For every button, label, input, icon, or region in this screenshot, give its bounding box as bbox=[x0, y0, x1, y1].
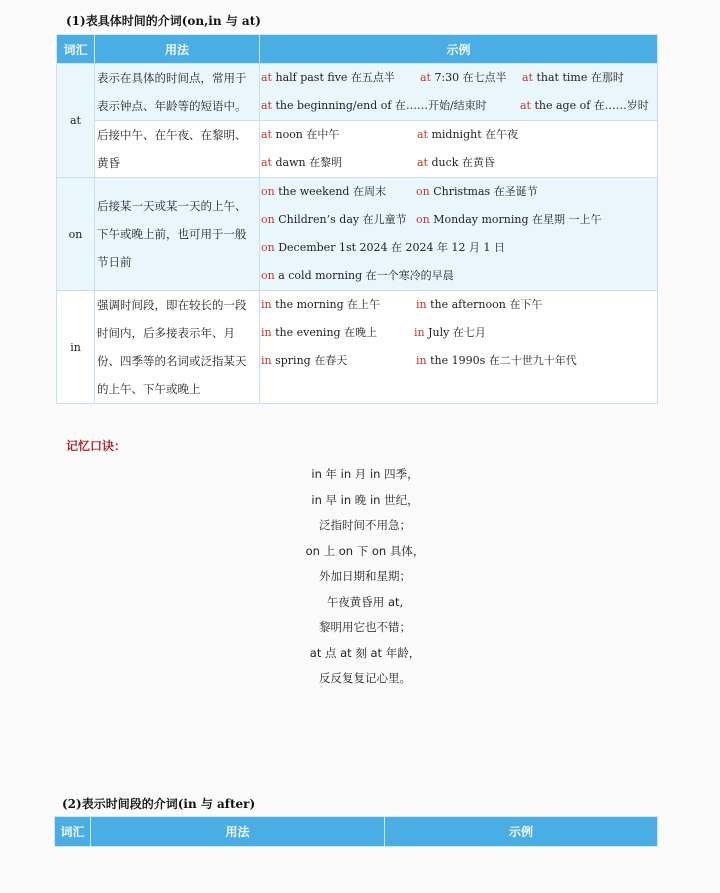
rhyme-line: at 点 at 刻 at 年龄， bbox=[309, 645, 421, 660]
usage-at-1: 表示在具体的时间点，常用于表示钟点、年龄等的短语中。 bbox=[95, 64, 260, 121]
examples-at-2 bbox=[260, 121, 658, 178]
example-line bbox=[260, 92, 657, 120]
duration-table bbox=[54, 816, 658, 847]
header-example: 示例 bbox=[385, 817, 658, 847]
header-word: 词汇 bbox=[57, 35, 95, 64]
rhyme-line: in 早 in 晚 in 世纪， bbox=[311, 492, 419, 507]
example-item: in the evening 在晚上 bbox=[261, 326, 378, 339]
header-word: 词汇 bbox=[55, 817, 91, 847]
example-item: at dawn 在黎明 bbox=[261, 156, 343, 169]
example-item: on the weekend 在周末 bbox=[261, 185, 386, 198]
example-item: at the age of 在……岁时 bbox=[520, 99, 649, 112]
example-item: in the afternoon 在下午 bbox=[416, 298, 543, 311]
memory-title: 记忆口诀： bbox=[66, 439, 127, 453]
examples-at-1 bbox=[260, 64, 658, 121]
header-usage: 用法 bbox=[91, 817, 385, 847]
example-item: at 7:30 在七点半 bbox=[420, 71, 507, 84]
example-line bbox=[260, 262, 657, 290]
word-at: at bbox=[57, 64, 95, 178]
rhyme-line: in 年 in 月 in 四季， bbox=[311, 467, 419, 481]
example-item: in the morning 在上午 bbox=[261, 298, 381, 311]
example-item: on Christmas 在圣诞节 bbox=[416, 185, 538, 198]
example-line bbox=[260, 234, 657, 262]
rhyme-line: 泛指时间不用急； bbox=[319, 518, 411, 532]
rhyme-line: 午夜黄昏用 at, bbox=[326, 594, 404, 609]
example-item: on Children’s day 在儿童节 bbox=[261, 213, 407, 226]
example-line bbox=[260, 291, 657, 319]
section1-title: (1)表具体时间的介词(on,in 与 at) bbox=[66, 14, 261, 28]
example-item: in spring 在春天 bbox=[261, 354, 348, 367]
preposition-table bbox=[56, 34, 658, 404]
example-line bbox=[260, 64, 657, 92]
rhyme-line: 反反复复记心里。 bbox=[319, 671, 411, 685]
table-row bbox=[57, 121, 658, 178]
example-item: on December 1st 2024 在 2024 年 12 月 1 日 bbox=[261, 241, 505, 254]
example-item: in the 1990s 在二十世九十年代 bbox=[416, 354, 577, 367]
example-item: at duck 在黄昏 bbox=[417, 156, 495, 169]
example-item: at the beginning/end of 在……开始/结束时 bbox=[261, 99, 487, 112]
header-usage: 用法 bbox=[95, 35, 260, 64]
word-in: in bbox=[57, 291, 95, 404]
example-item: at noon 在中午 bbox=[261, 128, 340, 141]
example-line bbox=[260, 206, 657, 234]
example-line bbox=[260, 347, 657, 375]
rhyme-line: on 上 on 下 on 具体， bbox=[305, 543, 425, 558]
section2-title: (2)表示时间段的介词(in 与 after) bbox=[62, 797, 256, 811]
example-item: at midnight 在午夜 bbox=[417, 128, 519, 141]
word-on: on bbox=[57, 178, 95, 291]
usage-on: 后接某一天或某一天的上午、下午或晚上前，也可用于一般节日前 bbox=[95, 178, 260, 291]
usage-in: 强调时间段，即在较长的一段时间内，后多接表示年、月份、四季等的名词或泛指某天的上午、下午或晚上 bbox=[95, 291, 260, 404]
rhyme-line: 黎明用它也不错； bbox=[319, 620, 411, 634]
example-item: on Monday morning 在星期 一上午 bbox=[416, 213, 602, 226]
table-row bbox=[57, 291, 658, 404]
example-line bbox=[260, 121, 657, 149]
usage-at-2: 后接中午、在午夜、在黎明、黄昏 bbox=[95, 121, 260, 178]
rhyme-line: 外加日期和星期； bbox=[319, 569, 411, 583]
table-header-row bbox=[55, 817, 658, 847]
examples-in bbox=[260, 291, 658, 404]
header-example: 示例 bbox=[260, 35, 658, 64]
table-header-row bbox=[57, 35, 658, 64]
example-line bbox=[260, 178, 657, 206]
memory-rhyme bbox=[220, 462, 510, 692]
examples-on bbox=[260, 178, 658, 291]
example-item: at that time 在那时 bbox=[522, 71, 624, 84]
example-item: in July 在七月 bbox=[414, 326, 486, 339]
table-row bbox=[57, 64, 658, 121]
example-line bbox=[260, 319, 657, 347]
example-line bbox=[260, 149, 657, 177]
table-row bbox=[57, 178, 658, 291]
example-item: at half past five 在五点半 bbox=[261, 71, 395, 84]
example-item: on a cold morning 在一个寒冷的早晨 bbox=[261, 269, 454, 282]
